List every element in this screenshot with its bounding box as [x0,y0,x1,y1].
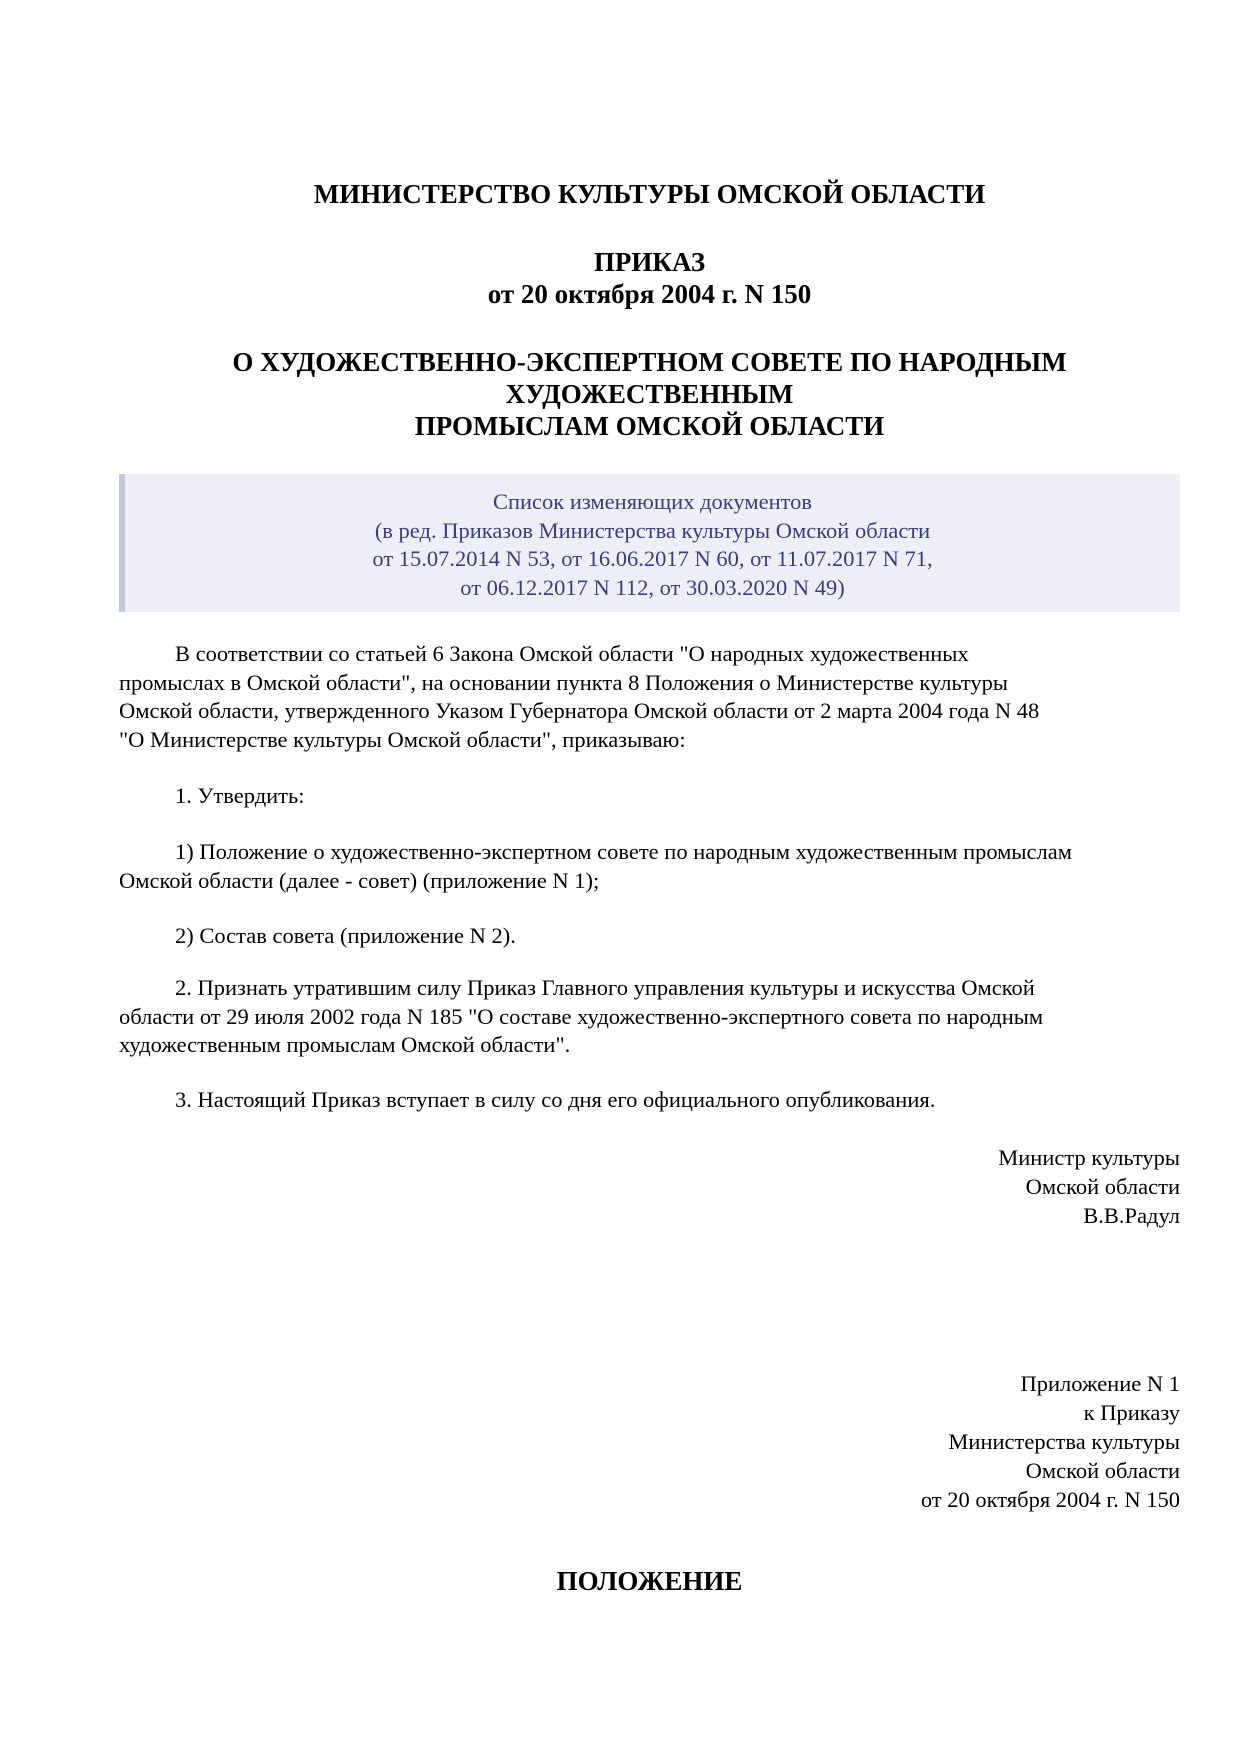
order-type-title: ПРИКАЗ [593,247,706,277]
signature-block [998,1143,1180,1230]
preamble-line: Омской области, утвержденного Указом Губернатора Омской области от 2 марта 2004 года N 48 [119,698,1040,723]
appendix-line: Приложение N 1 [1020,1371,1180,1396]
section-title: ПОЛОЖЕНИЕ [556,1566,743,1596]
subclause-1-line: Омской области (далее - совет) (приложение N 1); [119,867,600,893]
clause-2-line: области от 29 июля 2002 года N 185 "О составе художественно-экспертного совета по народным [119,1003,1044,1029]
preamble-line: В соответствии со статьей 6 Закона Омской области "О народных художественных [175,641,969,666]
order-title-line: ХУДОЖЕСТВЕННЫМ [505,379,794,409]
amendments-list [125,488,1180,602]
subclause-2-text: 2) Состав совета (приложение N 2). [175,923,516,948]
preamble-line: промыслах в Омской области", на основании пункта 8 Положения о Министерстве культуры [119,669,1009,695]
amendments-line: (в ред. Приказов Министерства культуры Омской области [374,517,931,543]
ministry-title: МИНИСТЕРСТВО КУЛЬТУРЫ ОМСКОЙ ОБЛАСТИ [313,179,986,209]
order-title [119,346,1180,442]
amendments-heading: Список изменяющих документов [492,489,813,514]
clause-2 [119,974,1180,1060]
subclause-1 [119,838,1180,895]
clause-1-text: 1. Утвердить: [175,783,305,808]
clause-3-text: 3. Настоящий Приказ вступает в силу со дня его официального опубликования. [175,1087,936,1112]
clause-3 [119,1086,1180,1115]
appendix-line: Министерства культуры [948,1429,1180,1454]
amendments-line: от 06.12.2017 N 112, от 30.03.2020 N 49) [460,574,845,600]
amendments-box [119,474,1180,612]
subclause-1-line: 1) Положение о художественно-экспертном совете по народным художественным промыслам [175,839,1072,864]
preamble-paragraph [119,640,1180,754]
amendments-line: от 15.07.2014 N 53, от 16.06.2017 N 60, от 11.07.2017 N 71, [372,546,933,571]
appendix-line: от 20 октября 2004 г. N 150 [920,1487,1180,1512]
order-title-line: О ХУДОЖЕСТВЕННО-ЭКСПЕРТНОМ СОВЕТЕ ПО НАРОДНЫМ [232,347,1067,377]
preamble-line: "О Министерстве культуры Омской области", приказываю: [119,726,686,752]
order-date-number: от 20 октября 2004 г. N 150 [487,279,812,309]
signature-name: В.В.Радул [1083,1203,1180,1228]
order-title-line: ПРОМЫСЛАМ ОМСКОЙ ОБЛАСТИ [414,411,885,441]
clause-1 [119,782,1180,811]
appendix-line: к Приказу [1083,1400,1180,1425]
signature-region: Омской области [1025,1174,1180,1199]
clause-2-line: 2. Признать утратившим силу Приказ Главного управления культуры и искусства Омской [175,975,1035,1000]
clause-2-line: художественным промыслам Омской области". [119,1032,571,1057]
signature-position: Министр культуры [998,1145,1180,1170]
appendix-line: Омской области [1025,1458,1180,1483]
appendix-reference [921,1369,1180,1514]
subclause-2 [119,922,1180,951]
